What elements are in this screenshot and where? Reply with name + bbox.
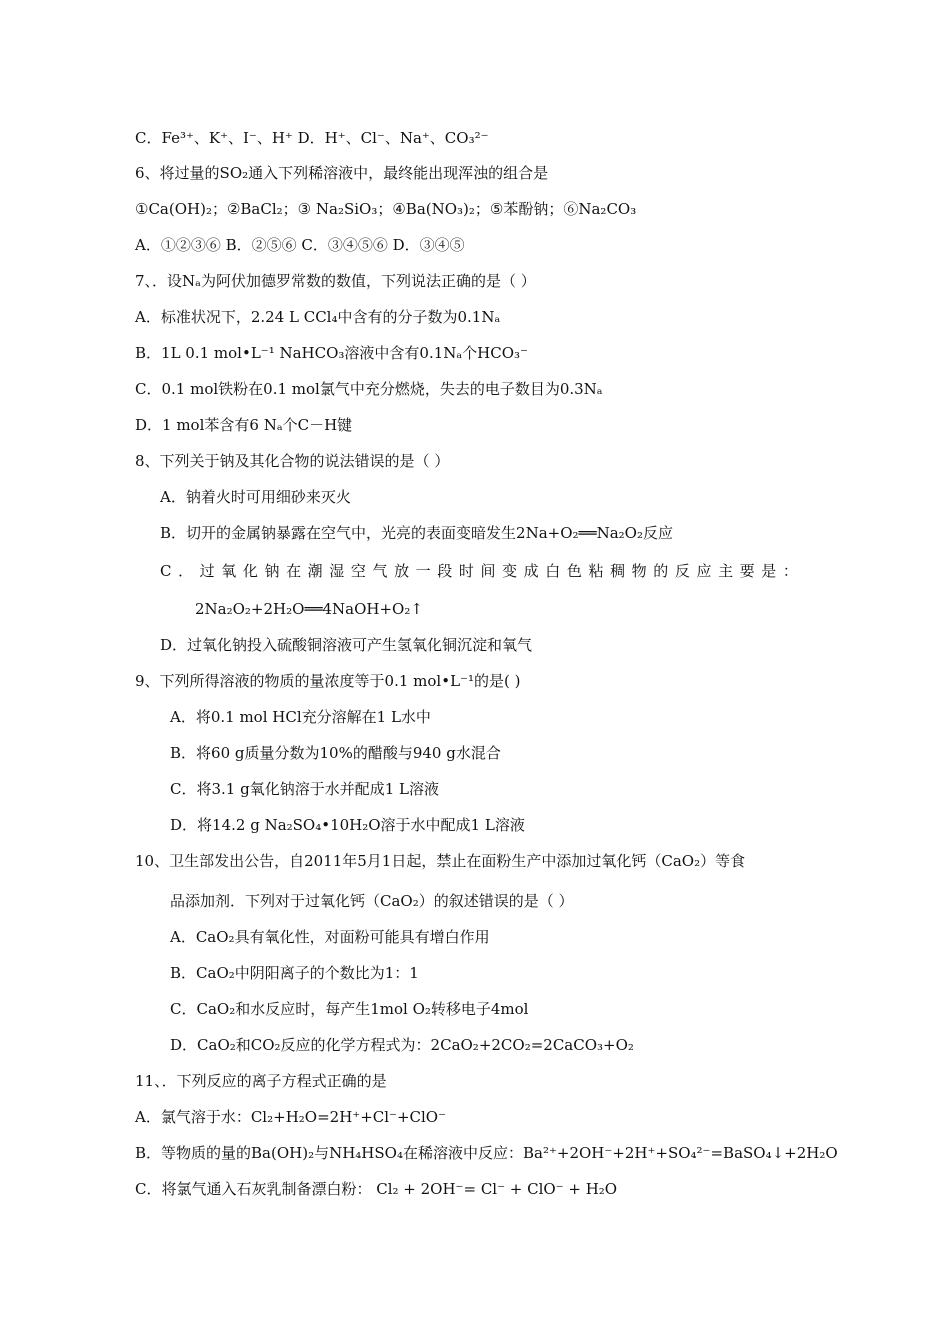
q9-option-c: C．将3.1 g氧化钠溶于水并配成1 L溶液	[170, 780, 439, 798]
q10-option-a: A．CaO₂具有氧化性，对面粉可能具有增白作用	[170, 928, 490, 946]
q11-option-b: B．等物质的量的Ba(OH)₂与NH₄HSO₄在稀溶液中反应：Ba²⁺+2OH⁻+2H⁺+SO₄²⁻=BaSO₄↓+2H₂O	[135, 1144, 838, 1162]
q11-stem: 11、．下列反应的离子方程式正确的是	[135, 1072, 387, 1090]
q10-option-b: B．CaO₂中阴阳离子的个数比为1：1	[170, 964, 419, 982]
q10-option-d: D．CaO₂和CO₂反应的化学方程式为：2CaO₂+2CO₂=2CaCO₃+O₂	[170, 1036, 634, 1054]
q8-stem: 8、下列关于钠及其化合物的说法错误的是（ ）	[135, 452, 450, 470]
q10-option-c: C．CaO₂和水反应时，每产生1mol O₂转移电子4mol	[170, 1000, 529, 1018]
q7-option-a: A．标准状况下，2.24 L CCl₄中含有的分子数为0.1Nₐ	[135, 308, 501, 326]
q9-option-d: D．将14.2 g Na₂SO₄•10H₂O溶于水中配成1 L溶液	[170, 816, 525, 834]
q9-option-a: A．将0.1 mol HCl充分溶解在1 L水中	[170, 708, 431, 726]
q8-option-a: A．钠着火时可用细砂来灭火	[160, 488, 351, 506]
q11-option-a: A．氯气溶于水：Cl₂+H₂O=2H⁺+Cl⁻+ClO⁻	[135, 1108, 447, 1126]
q11-option-c: C．将氯气通入石灰乳制备漂白粉： Cl₂ + 2OH⁻= Cl⁻ + ClO⁻ + H₂O	[135, 1180, 618, 1198]
q9-option-b: B．将60 g质量分数为10%的醋酸与940 g水混合	[170, 744, 501, 762]
q9-stem: 9、下列所得溶液的物质的量浓度等于0.1 mol•L⁻¹的是( )	[135, 672, 521, 690]
q7-option-d: D．1 mol苯含有6 Nₐ个C－H键	[135, 416, 353, 434]
q8-option-d: D．过氧化钠投入硫酸铜溶液可产生氢氧化铜沉淀和氧气	[160, 636, 533, 654]
q7-option-b: B．1L 0.1 mol•L⁻¹ NaHCO₃溶液中含有0.1Nₐ个HCO₃⁻	[135, 344, 528, 362]
q6-stem: 6、将过量的SO₂通入下列稀溶液中，最终能出现浑浊的组合是	[135, 164, 549, 182]
q8-option-c: C．过氧化钠在潮湿空气放一段时间变成白色粘稠物的反应主要是：	[160, 562, 805, 580]
q5-option-c-d: C．Fe³⁺、K⁺、I⁻、H⁺ D．H⁺、Cl⁻、Na⁺、CO₃²⁻	[135, 129, 489, 147]
q6-solutions: ①Ca(OH)₂；②BaCl₂；③ Na₂SiO₃；④Ba(NO₃)₂；⑤苯酚钠；⑥Na₂CO₃	[135, 200, 637, 218]
q10-stem-line2: 品添加剂．下列对于过氧化钙（CaO₂）的叙述错误的是（ ）	[170, 892, 574, 910]
q10-stem-line1: 10、卫生部发出公告，自2011年5月1日起，禁止在面粉生产中添加过氧化钙（CaO₂）等食	[135, 852, 746, 870]
q6-options: A．①②③⑥ B．②⑤⑥ C．③④⑤⑥ D．③④⑤	[135, 236, 465, 254]
q7-option-c: C．0.1 mol铁粉在0.1 mol氯气中充分燃烧，失去的电子数目为0.3Nₐ	[135, 380, 603, 398]
q8-option-b: B．切开的金属钠暴露在空气中，光亮的表面变暗发生2Na+O₂══Na₂O₂反应	[160, 524, 673, 542]
q8-option-c-equation: 2Na₂O₂+2H₂O══4NaOH+O₂↑	[195, 600, 423, 618]
q7-stem: 7、．设Nₐ为阿伏加德罗常数的数值，下列说法正确的是（ ）	[135, 272, 536, 290]
